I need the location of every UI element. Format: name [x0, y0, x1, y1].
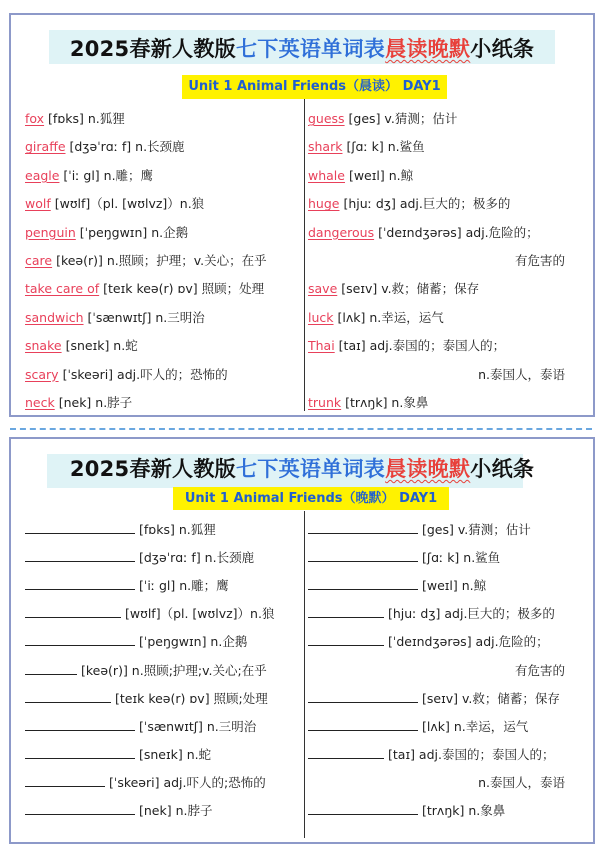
unit-banner: Unit 1 Animal Friends（晚默） DAY1 [173, 487, 449, 510]
vocab-word: save [308, 281, 338, 297]
vocab-row [308, 138, 425, 156]
answer-blank[interactable] [25, 774, 105, 787]
answer-blank[interactable] [25, 718, 135, 731]
dictation-definition: [seɪv] v.救；储蓄；保存 [422, 690, 560, 706]
vocab-word: eagle [25, 167, 60, 183]
vocab-word: shark [308, 139, 343, 155]
vocab-word: neck [25, 395, 55, 410]
vocab-row [25, 167, 153, 185]
vocab-row [25, 366, 228, 384]
answer-blank[interactable] [308, 577, 418, 590]
dictation-row [25, 521, 216, 539]
vocab-word: take care of [25, 281, 100, 297]
title-part2: 七下英语单词表 [235, 457, 386, 481]
vocab-definition: [ˈsænwɪtʃ] n.三明治 [83, 309, 205, 325]
vocab-definition: [lʌk] n.幸运，运气 [333, 309, 444, 325]
title-part1: 2025春新人教版 [69, 37, 236, 61]
vocab-word: trunk [308, 395, 342, 410]
vocab-word: care [25, 253, 53, 268]
vocab-definition: [keə(r)] n.照顾；护理；v.关心；在乎 [52, 253, 267, 268]
vocab-word: fox [25, 111, 45, 126]
vocab-row [308, 337, 505, 355]
dictation-definition: [ˈdeɪndʒərəs] adj.危险的； [388, 634, 549, 650]
vocab-definition: [dʒəˈrɑː f] n.长颈鹿 [65, 139, 185, 155]
vocab-definition: [ˈiː gl] n.雕；鹰 [59, 167, 154, 183]
answer-blank[interactable] [25, 662, 77, 675]
vocab-row [515, 252, 565, 270]
dictation-definition: 有危害的 [514, 662, 565, 678]
vocab-definition: [ˈdeɪndʒərəs] adj.危险的； [374, 224, 539, 240]
vocab-row [308, 110, 457, 128]
vocab-word: snake [25, 338, 62, 354]
vocab-definition: [sneɪk] n.蛇 [61, 338, 138, 354]
answer-blank[interactable] [308, 746, 384, 759]
vocab-definition: [ˈpeŋgwɪn] n.企鹅 [75, 224, 189, 240]
vocab-row [308, 167, 413, 185]
dictation-definition: [wʊlf]（pl. [wʊlvz]）n.狼 [125, 606, 275, 622]
dictation-row [25, 633, 247, 651]
vocab-definition: [seɪv] v.救；储蓄；保存 [337, 281, 480, 297]
title-part3: 晨读晚默 [385, 457, 471, 481]
vocab-word: wolf [25, 196, 51, 212]
vocab-row [308, 224, 539, 242]
answer-blank[interactable] [308, 549, 418, 562]
dictation-row [25, 718, 256, 736]
vocab-word: huge [308, 196, 340, 212]
answer-blank[interactable] [25, 802, 135, 815]
dictation-row [308, 746, 554, 764]
dictation-row [308, 690, 560, 708]
dictation-definition: [ˈiː gl] n.雕；鹰 [139, 578, 229, 594]
evening-card [9, 437, 595, 844]
vocab-word: luck [308, 309, 334, 325]
dictation-row [308, 633, 549, 651]
dictation-definition: [fɒks] n.狐狸 [139, 522, 216, 537]
dictation-row [25, 746, 211, 764]
vocab-row [308, 394, 428, 412]
vocab-row [478, 366, 565, 384]
vocab-definition: [weɪl] n.鲸 [344, 167, 414, 183]
column-divider [304, 511, 305, 838]
vocab-word: sandwich [25, 309, 84, 325]
answer-blank[interactable] [308, 802, 418, 815]
vocab-row [25, 195, 204, 213]
answer-blank[interactable] [308, 633, 384, 646]
vocab-definition: [nek] n.脖子 [54, 395, 133, 410]
title-part2: 七下英语单词表 [235, 37, 386, 61]
answer-blank[interactable] [25, 690, 111, 703]
vocab-row [25, 394, 132, 412]
vocab-definition: n.泰国人，泰语 [478, 366, 565, 382]
answer-blank[interactable] [25, 577, 135, 590]
dictation-definition: [nek] n.脖子 [139, 803, 213, 818]
answer-blank[interactable] [25, 521, 135, 534]
dictation-definition: [hjuː dʒ] adj.巨大的；极多的 [388, 606, 555, 622]
dictation-row [25, 662, 267, 680]
answer-blank[interactable] [308, 521, 418, 534]
answer-blank[interactable] [25, 549, 135, 562]
dictation-definition: [trʌŋk] n.象鼻 [422, 803, 506, 818]
morning-card [9, 13, 595, 417]
title-part4: 小纸条 [470, 37, 535, 61]
dictation-row [308, 605, 555, 623]
title-part4: 小纸条 [470, 457, 535, 481]
dictation-definition: [dʒəˈrɑː f] n.长颈鹿 [139, 550, 255, 566]
vocab-row [25, 224, 188, 242]
dictation-definition: [ˈsænwɪtʃ] n.三明治 [139, 718, 257, 734]
answer-blank[interactable] [308, 718, 418, 731]
page-title [11, 33, 593, 63]
vocab-definition: [ˈskeəri] adj.吓人的；恐怖的 [58, 366, 228, 382]
vocab-word: guess [308, 111, 345, 126]
vocab-row [25, 309, 205, 327]
vocab-row [25, 252, 267, 270]
dictation-row [25, 802, 212, 820]
vocab-row [308, 280, 479, 298]
title-part1: 2025春新人教版 [69, 457, 236, 481]
dictation-definition: [ˈpeŋgwɪn] n.企鹅 [139, 634, 248, 650]
dictation-row [25, 577, 229, 595]
dictation-row [308, 549, 500, 567]
vocab-definition: [ʃɑː k] n.鲨鱼 [342, 139, 425, 155]
dictation-row [25, 605, 274, 623]
vocab-row [308, 309, 444, 327]
vocab-word: giraffe [25, 139, 66, 155]
dictation-definition: [weɪl] n.鲸 [422, 578, 487, 594]
dictation-row [308, 521, 531, 539]
dictation-row [25, 774, 266, 792]
vocab-word: dangerous [308, 224, 375, 240]
vocab-row [25, 138, 185, 156]
dictation-row [478, 774, 565, 792]
vocab-row [25, 110, 125, 128]
vocab-definition: [trʌŋk] n.象鼻 [341, 395, 429, 410]
dictation-definition: [taɪ] adj.泰国的；泰国人的； [388, 746, 555, 762]
vocab-row [25, 280, 264, 298]
vocab-word: Thai [308, 338, 335, 354]
dictation-definition: n.泰国人，泰语 [478, 774, 565, 790]
vocab-definition: [taɪ] adj.泰国的；泰国人的； [334, 338, 506, 354]
vocab-definition: 有危害的 [514, 253, 565, 268]
unit-banner: Unit 1 Animal Friends（晨读） DAY1 [182, 75, 447, 99]
cut-line [10, 428, 592, 430]
vocab-row [25, 337, 138, 355]
dictation-definition: [lʌk] n.幸运，运气 [422, 718, 529, 734]
answer-blank[interactable] [25, 746, 135, 759]
dictation-row [308, 802, 505, 820]
dictation-definition: [ˈskeəri] adj.吓人的;恐怖的 [109, 774, 266, 790]
vocab-word: scary [25, 366, 59, 382]
answer-blank[interactable] [25, 633, 135, 646]
vocab-word: penguin [25, 224, 76, 240]
vocab-word: whale [308, 167, 345, 183]
vocab-definition: [ges] v.猜测；估计 [344, 111, 458, 126]
dictation-definition: [ges] v.猜测；估计 [422, 522, 531, 537]
dictation-definition: [ʃɑː k] n.鲨鱼 [422, 550, 501, 566]
column-divider [304, 99, 305, 411]
dictation-definition: [sneɪk] n.蛇 [139, 746, 212, 762]
answer-blank[interactable] [308, 605, 384, 618]
answer-blank[interactable] [25, 605, 121, 618]
title-part3: 晨读晚默 [385, 37, 471, 61]
dictation-row [308, 577, 486, 595]
dictation-row [515, 662, 565, 680]
dictation-definition: [keə(r)] n.照顾;护理;v.关心;在乎 [81, 662, 267, 678]
vocab-row [308, 195, 510, 213]
vocab-definition: [hjuː dʒ] adj.巨大的；极多的 [339, 196, 511, 212]
dictation-definition: [teɪk keə(r) ɒv] 照顾;处理 [115, 690, 268, 706]
vocab-definition: [fɒks] n.狐狸 [44, 111, 125, 126]
dictation-row [25, 549, 254, 567]
dictation-row [25, 690, 268, 708]
page-title [11, 453, 593, 483]
vocab-definition: [teɪk keə(r) ɒv] 照顾；处理 [99, 281, 265, 297]
vocab-definition: [wʊlf]（pl. [wʊlvz]）n.狼 [50, 196, 205, 212]
answer-blank[interactable] [308, 690, 418, 703]
dictation-row [308, 718, 528, 736]
